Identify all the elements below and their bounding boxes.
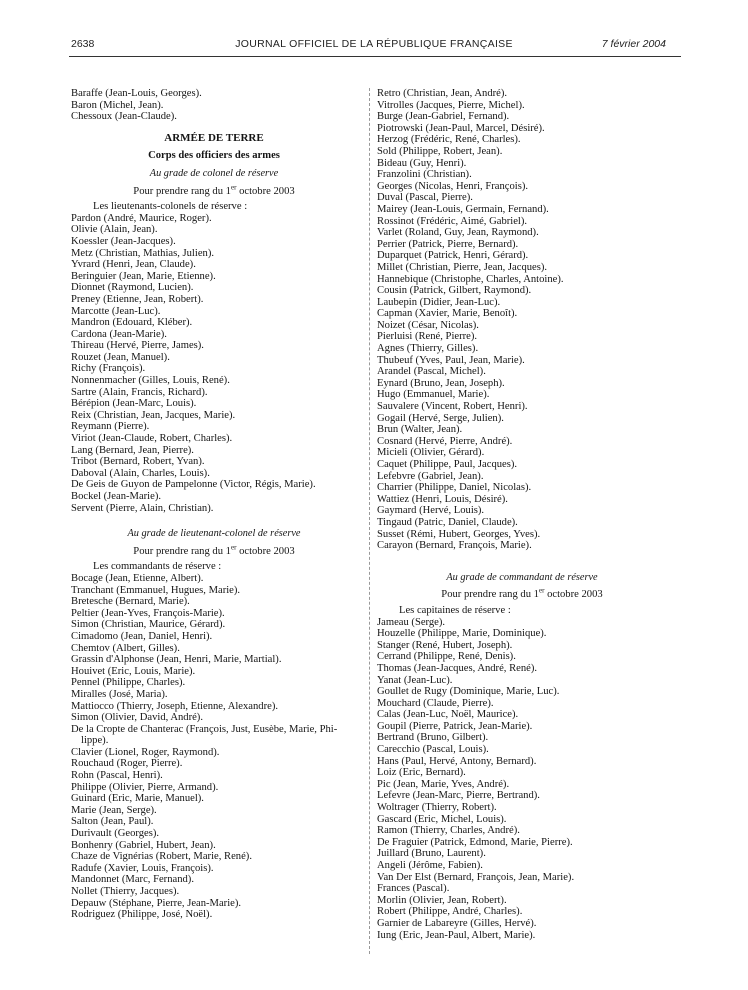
name-entry: Bockel (Jean-Marie). xyxy=(71,491,162,502)
name-entry: Grassin d'Alphonse (Jean, Henri, Marie, Martial). xyxy=(71,654,282,666)
name-entry: Wattiez (Henri, Louis, Désiré). xyxy=(377,493,508,505)
name-entry: Bideau (Guy, Henri). xyxy=(377,157,467,169)
name-entry: Reix (Christian, Jean, Jacques, Marie). xyxy=(71,409,236,421)
name-entry: Caquet (Philippe, Paul, Jacques). xyxy=(377,459,518,470)
name-entry: Olivie (Alain, Jean). xyxy=(71,224,158,236)
name-entry-wrapped: De la Cropte de Chanterac (François, Just, Eusèbe, Marie, Phi- xyxy=(71,723,338,735)
name-entry: Charrier (Philippe, Daniel, Nicolas). xyxy=(377,482,532,494)
name-entry: Sold (Philippe, Robert, Jean). xyxy=(377,145,503,157)
name-entry: Depauw (Stéphane, Pierre, Jean-Marie). xyxy=(71,897,242,909)
name-entry: Cimadomo (Jean, Daniel, Henri). xyxy=(71,630,213,642)
name-entry: Angeli (Jérôme, Fabien). xyxy=(377,860,483,871)
name-entry: Chaze de Vignérias (Robert, Marie, René). xyxy=(71,851,252,863)
name-list-lieutenant-colonel-b xyxy=(71,747,357,921)
name-entry: Baron (Michel, Jean). xyxy=(71,99,164,111)
name-entry: Robert (Philippe, André, Charles). xyxy=(377,906,523,918)
name-entry: Morlin (Olivier, Jean, Robert). xyxy=(377,894,507,906)
name-entry: Yvrard (Henri, Jean, Claude). xyxy=(71,259,196,271)
name-list-colonel xyxy=(71,213,357,514)
name-entry: Ramon (Thierry, Charles, André). xyxy=(377,825,520,837)
left-column xyxy=(71,88,357,921)
name-entry: Jameau (Serge). xyxy=(377,616,446,628)
name-entry: Radufe (Xavier, Louis, François). xyxy=(71,862,214,874)
name-entry: Arandel (Pascal, Michel). xyxy=(377,366,486,378)
name-entry: Garnier de Labareyre (Gilles, Hervé). xyxy=(377,917,537,929)
name-entry: Gascard (Eric, Michel, Louis). xyxy=(377,813,507,825)
name-entry: Baraffe (Jean-Louis, Georges). xyxy=(71,88,202,99)
name-entry: Mouchard (Claude, Pierre). xyxy=(377,697,494,709)
grade-heading-commandant: Au grade de commandant de réserve xyxy=(446,571,598,583)
name-entry: Tingaud (Patric, Daniel, Claude). xyxy=(377,516,518,528)
name-entry: Servent (Pierre, Alain, Christian). xyxy=(71,502,214,514)
name-entry: Millet (Christian, Pierre, Jean, Jacques). xyxy=(377,261,548,273)
name-entry: Bérépion (Jean-Marc, Louis). xyxy=(71,398,197,410)
name-entry: De Geis de Guyon de Pampelonne (Victor, Régis, Marie). xyxy=(71,479,316,491)
name-list-continued xyxy=(377,88,667,552)
name-entry: Carayon (Bernard, François, Marie). xyxy=(377,540,532,552)
name-entry: Reymann (Pierre). xyxy=(71,421,150,433)
grade-heading-colonel: Au grade de colonel de réserve xyxy=(149,167,279,179)
name-entry: Philippe (Olivier, Pierre, Armand). xyxy=(71,781,219,793)
name-entry: Marie (Jean, Serge). xyxy=(71,804,157,816)
name-entry-wrapped-continuation: lippe). xyxy=(81,735,109,747)
name-entry: Simon (Christian, Maurice, Gérard). xyxy=(71,619,226,631)
name-entry: Lang (Bernard, Jean, Pierre). xyxy=(71,444,194,456)
name-entry: Pennel (Philippe, Charles). xyxy=(71,677,186,689)
name-entry: Hugo (Emmanuel, Marie). xyxy=(377,389,490,401)
column-divider xyxy=(369,88,370,954)
name-entry: Laubepin (Didier, Jean-Luc). xyxy=(377,296,501,308)
name-entry: Gaymard (Hervé, Louis). xyxy=(377,505,485,517)
right-column xyxy=(377,88,667,941)
name-entry: Marcotte (Jean-Luc). xyxy=(71,305,161,317)
name-entry: Lefevre (Jean-Marc, Pierre, Bertrand). xyxy=(377,790,540,802)
name-entry: Micieli (Olivier, Gérard). xyxy=(377,447,485,459)
name-entry: Frances (Pascal). xyxy=(377,883,450,895)
list-intro-commandant: Les capitaines de réserve : xyxy=(399,604,511,616)
name-entry: Mandron (Edouard, Kléber). xyxy=(71,317,193,329)
name-entry: Pardon (André, Maurice, Roger). xyxy=(71,212,212,224)
name-entry: Durivault (Georges). xyxy=(71,828,160,840)
name-entry: Duval (Pascal, Pierre). xyxy=(377,192,473,204)
name-entry: Van Der Elst (Bernard, François, Jean, Marie). xyxy=(377,871,575,883)
name-entry: Preney (Etienne, Jean, Robert). xyxy=(71,293,204,305)
name-entry: Bretesche (Bernard, Marie). xyxy=(71,596,190,608)
name-entry: Bonhenry (Gabriel, Hubert, Jean). xyxy=(71,839,216,851)
name-entry: Guinard (Eric, Marie, Manuel). xyxy=(71,793,204,805)
name-entry: Juillard (Bruno, Laurent). xyxy=(377,848,486,860)
name-entry: Beringuier (Jean, Marie, Etienne). xyxy=(71,270,216,282)
name-entry: Pierluisi (René, Pierre). xyxy=(377,331,478,343)
name-entry: Pic (Jean, Marie, Yves, André). xyxy=(377,778,510,790)
name-entry: Sauvalere (Vincent, Robert, Henri). xyxy=(377,401,528,413)
name-entry: Cosnard (Hervé, Pierre, André). xyxy=(377,435,513,447)
name-entry: Bertrand (Bruno, Gilbert). xyxy=(377,732,489,744)
name-entry: Hans (Paul, Hervé, Antony, Bernard). xyxy=(377,755,537,767)
name-entry: Cerrand (Philippe, René, Denis). xyxy=(377,651,516,663)
name-list-commandant xyxy=(377,617,667,942)
name-entry: Rouzet (Jean, Manuel). xyxy=(71,351,170,363)
name-entry: Lefebvre (Gabriel, Jean). xyxy=(377,470,484,482)
header-rule xyxy=(69,56,681,57)
name-entry: Cousin (Patrick, Gilbert, Raymond). xyxy=(377,285,532,297)
rank-date-lieutenant-colonel: Pour prendre rang du 1er octobre 2003 xyxy=(133,543,295,557)
name-entry: Clavier (Lionel, Roger, Raymond). xyxy=(71,746,220,758)
name-entry: Richy (François). xyxy=(71,363,146,375)
name-entry: Varlet (Roland, Guy, Jean, Raymond). xyxy=(377,227,539,239)
name-entry: Woltrager (Thierry, Robert). xyxy=(377,802,497,814)
name-entry: Thireau (Hervé, Pierre, James). xyxy=(71,340,204,352)
name-entry: Mandonnet (Marc, Fernand). xyxy=(71,874,194,886)
name-entry: Capman (Xavier, Marie, Benoît). xyxy=(377,308,518,320)
name-entry: Chessoux (Jean-Claude). xyxy=(71,111,177,123)
name-entry: Mairey (Jean-Louis, Germain, Fernand). xyxy=(377,203,549,215)
name-entry: Perrier (Patrick, Pierre, Bernard). xyxy=(377,238,519,250)
name-entry: Susset (Rémi, Hubert, Georges, Yves). xyxy=(377,528,541,540)
name-entry: Houzelle (Philippe, Marie, Dominique). xyxy=(377,628,547,640)
name-entry: Rouchaud (Roger, Pierre). xyxy=(71,758,183,770)
name-entry: Goullet de Rugy (Dominique, Marie, Luc). xyxy=(377,686,560,698)
section-heading-army: ARMÉE DE TERRE xyxy=(164,131,264,144)
name-entry: Thubeuf (Yves, Paul, Jean, Marie). xyxy=(377,354,525,366)
name-entry: Stanger (René, Hubert, Joseph). xyxy=(377,639,513,651)
rank-date-colonel: Pour prendre rang du 1er octobre 2003 xyxy=(133,183,295,197)
rank-date-commandant: Pour prendre rang du 1er octobre 2003 xyxy=(441,586,603,601)
page-number: 2638 xyxy=(71,38,95,50)
name-entry: Nollet (Thierry, Jacques). xyxy=(71,886,180,897)
name-entry: Rossinot (Frédéric, Aimé, Gabriel). xyxy=(377,215,528,227)
name-entry: Franzolini (Christian). xyxy=(377,169,472,181)
top-name-list xyxy=(71,88,357,123)
name-entry: Retro (Christian, Jean, André). xyxy=(377,88,508,99)
name-entry: Loiz (Eric, Bernard). xyxy=(377,767,466,779)
name-entry: Hannebique (Christophe, Charles, Antoine). xyxy=(377,273,564,285)
name-entry: Dionnet (Raymond, Lucien). xyxy=(71,282,194,294)
name-entry: Metz (Christian, Mathias, Julien). xyxy=(71,247,214,259)
name-entry: Brun (Walter, Jean). xyxy=(377,424,463,436)
name-entry: Bocage (Jean, Etienne, Albert). xyxy=(71,572,204,584)
name-entry: Vitrolles (Jacques, Pierre, Michel). xyxy=(377,99,525,111)
name-entry: Daboval (Alain, Charles, Louis). xyxy=(71,467,210,479)
name-entry: Herzog (Frédéric, René, Charles). xyxy=(377,134,521,146)
name-entry: Viriot (Jean-Claude, Robert, Charles). xyxy=(71,433,233,445)
list-intro-colonel: Les lieutenants-colonels de réserve : xyxy=(93,201,248,213)
grade-heading-lieutenant-colonel: Au grade de lieutenant-colonel de réserve xyxy=(127,528,301,540)
name-entry: Houivet (Eric, Louis, Marie). xyxy=(71,665,196,677)
name-entry: Noizet (César, Nicolas). xyxy=(377,319,479,331)
running-header xyxy=(0,38,748,54)
name-entry: Calas (Jean-Luc, Noël, Maurice). xyxy=(377,709,519,721)
name-entry: Goupil (Pierre, Patrick, Jean-Marie). xyxy=(377,720,533,732)
name-entry: Rohn (Pascal, Henri). xyxy=(71,770,163,782)
name-entry: Carecchio (Pascal, Louis). xyxy=(377,744,489,756)
name-entry: Thomas (Jean-Jacques, André, René). xyxy=(377,662,538,674)
name-entry: Iung (Eric, Jean-Paul, Albert, Marie). xyxy=(377,929,536,941)
name-entry: Tranchant (Emmanuel, Hugues, Marie). xyxy=(71,584,241,596)
name-entry: Duparquet (Patrick, Henri, Gérard). xyxy=(377,250,529,262)
name-entry: Agnes (Thierry, Gilles). xyxy=(377,343,479,355)
name-entry: Piotrowski (Jean-Paul, Marcel, Désiré). xyxy=(377,122,545,134)
name-entry: Mattiocco (Thierry, Joseph, Etienne, Alexandre). xyxy=(71,700,278,712)
name-entry: Gogail (Hervé, Serge, Julien). xyxy=(377,412,504,424)
name-entry: Nonnenmacher (Gilles, Louis, René). xyxy=(71,375,230,387)
section-heading-corps: Corps des officiers des armes xyxy=(148,150,280,162)
name-entry: Yanat (Jean-Luc). xyxy=(377,674,453,686)
name-entry: Simon (Olivier, David, André). xyxy=(71,712,203,724)
name-entry: Tribot (Bernard, Robert, Yvan). xyxy=(71,456,205,468)
name-entry: Salton (Jean, Paul). xyxy=(71,816,154,828)
name-entry: Koessler (Jean-Jacques). xyxy=(71,235,176,247)
issue-date: 7 février 2004 xyxy=(601,38,666,50)
name-entry: De Fraguier (Patrick, Edmond, Marie, Pierre). xyxy=(377,836,573,848)
name-entry: Eynard (Bruno, Jean, Joseph). xyxy=(377,377,505,389)
name-entry: Georges (Nicolas, Henri, François). xyxy=(377,180,529,192)
name-entry: Miralles (José, Maria). xyxy=(71,688,168,700)
name-entry: Chemtov (Albert, Gilles). xyxy=(71,642,180,654)
list-intro-lieutenant-colonel: Les commandants de réserve : xyxy=(93,561,222,573)
name-entry: Rodriguez (Philippe, José, Noël). xyxy=(71,909,213,921)
name-entry: Peltier (Jean-Yves, François-Marie). xyxy=(71,607,225,619)
name-entry: Sartre (Alain, Francis, Richard). xyxy=(71,386,208,398)
name-list-lieutenant-colonel-a xyxy=(71,573,357,724)
name-entry: Cardona (Jean-Marie). xyxy=(71,328,167,340)
journal-title: JOURNAL OFFICIEL DE LA RÉPUBLIQUE FRANÇAISE xyxy=(235,38,513,50)
name-entry: Burge (Jean-Gabriel, Fernand). xyxy=(377,111,510,123)
